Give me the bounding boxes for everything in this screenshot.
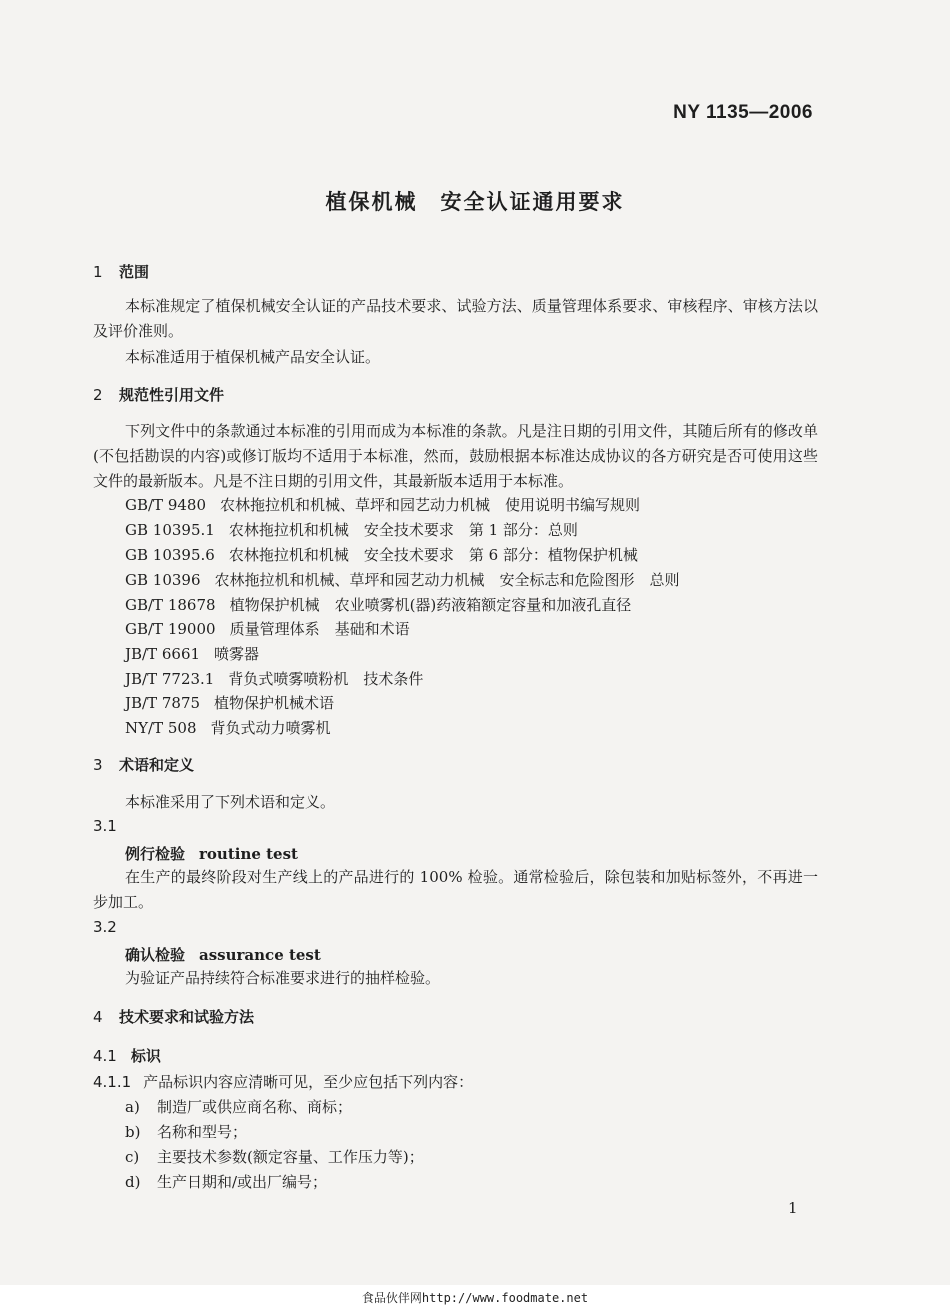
reference-title: 农林拖拉机和机械、草坪和园艺动力机械 使用说明书编写规则 xyxy=(220,496,641,514)
reference-item xyxy=(125,717,331,738)
section-3-heading xyxy=(93,754,194,775)
reference-item xyxy=(125,618,410,639)
reference-title: 质量管理体系 基础和术语 xyxy=(229,620,410,638)
subsection-number: 4.1 xyxy=(93,1047,117,1065)
list-text: 名称和型号； xyxy=(157,1123,248,1141)
clause xyxy=(93,1071,473,1092)
reference-title: 植物保护机械术语 xyxy=(214,694,335,712)
list-text: 主要技术参数(额定容量、工作压力等)； xyxy=(157,1148,424,1166)
section-number: 2 xyxy=(93,386,103,404)
term-definition: 为验证产品持续符合标准要求进行的抽样检验。 xyxy=(125,969,441,987)
list-text: 制造厂或供应商名称、商标； xyxy=(157,1098,353,1116)
list-marker: b) xyxy=(125,1123,141,1141)
reference-item xyxy=(125,668,423,689)
document-title: 植保机械 安全认证通用要求 xyxy=(325,190,625,214)
reference-item xyxy=(125,643,259,664)
list-item xyxy=(125,1096,352,1117)
reference-code: GB/T 18678 xyxy=(125,596,216,614)
reference-title: 背负式动力喷雾机 xyxy=(210,719,331,737)
reference-title: 植物保护机械 农业喷雾机(器)药液箱额定容量和加液孔直径 xyxy=(229,596,632,614)
reference-code: GB 10395.1 xyxy=(125,521,215,539)
reference-title: 农林拖拉机和机械 安全技术要求 第 6 部分：植物保护机械 xyxy=(228,546,638,564)
list-marker: c) xyxy=(125,1148,140,1166)
reference-title: 农林拖拉机和机械、草坪和园艺动力机械 安全标志和危险图形 总则 xyxy=(214,571,680,589)
term-english: routine test xyxy=(199,845,298,863)
section-title: 术语和定义 xyxy=(119,756,195,774)
section-4-heading xyxy=(93,1006,254,1027)
section-number: 4 xyxy=(93,1008,103,1026)
section-3-intro: 本标准采用了下列术语和定义。 xyxy=(125,793,336,811)
reference-item xyxy=(125,494,640,515)
term-heading xyxy=(125,944,321,965)
subsection-heading xyxy=(93,1045,161,1066)
reference-title: 喷雾器 xyxy=(214,645,260,663)
section-number: 3 xyxy=(93,756,103,774)
list-marker: a) xyxy=(125,1098,140,1116)
footer-watermark: 食品伙伴网http://www.foodmate.net xyxy=(361,1291,589,1305)
reference-code: NY/T 508 xyxy=(125,719,197,737)
reference-code: GB 10396 xyxy=(125,571,201,589)
section-number: 1 xyxy=(93,263,103,281)
term-english: assurance test xyxy=(199,946,321,964)
section-title: 范围 xyxy=(119,263,150,281)
list-item xyxy=(125,1146,424,1167)
reference-item xyxy=(125,519,578,540)
list-item xyxy=(125,1171,327,1192)
page-number: 1 xyxy=(788,1199,798,1217)
section-title: 技术要求和试验方法 xyxy=(119,1008,255,1026)
subsection-title: 标识 xyxy=(130,1047,161,1065)
reference-code: GB/T 19000 xyxy=(125,620,216,638)
term-chinese: 确认检验 xyxy=(125,946,186,964)
section-1-paragraph-1: 本标准规定了植保机械安全认证的产品技术要求、试验方法、质量管理体系要求、审核程序、审核方法以及评价准则。 xyxy=(93,297,818,340)
section-1-paragraph-2: 本标准适用于植保机械产品安全认证。 xyxy=(125,348,381,366)
term-heading xyxy=(125,843,298,864)
list-text: 生产日期和/或出厂编号； xyxy=(157,1173,328,1191)
reference-code: GB 10395.6 xyxy=(125,546,215,564)
term-number: 3.1 xyxy=(93,817,117,835)
term-chinese: 例行检验 xyxy=(125,845,186,863)
term-number: 3.2 xyxy=(93,918,117,936)
reference-title: 背负式喷雾喷粉机 技术条件 xyxy=(228,670,424,688)
section-2-heading xyxy=(93,384,224,405)
reference-title: 农林拖拉机和机械 安全技术要求 第 1 部分：总则 xyxy=(228,521,578,539)
reference-code: JB/T 7875 xyxy=(125,694,201,712)
reference-code: JB/T 7723.1 xyxy=(125,670,215,688)
clause-number: 4.1.1 xyxy=(93,1073,132,1091)
reference-item xyxy=(125,569,680,590)
reference-code: GB/T 9480 xyxy=(125,496,207,514)
clause-text: 产品标识内容应清晰可见，至少应包括下列内容： xyxy=(143,1073,474,1091)
document-code: NY 1135—2006 xyxy=(673,102,813,123)
reference-item xyxy=(125,692,334,713)
reference-item xyxy=(125,544,638,565)
section-2-paragraph-1: 下列文件中的条款通过本标准的引用而成为本标准的条款。凡是注日期的引用文件，其随后所有的修改单(不包括勘误的内容)或修订版均不适用于本标准，然而，鼓励根据本标准达成协议的各方研究是否可使用这些文件的最新版本。凡是不注日期的引用文件，其最新版本适用于本标准。 xyxy=(93,422,818,490)
list-marker: d) xyxy=(125,1173,141,1191)
list-item xyxy=(125,1121,247,1142)
reference-item xyxy=(125,594,631,615)
section-title: 规范性引用文件 xyxy=(119,386,225,404)
reference-code: JB/T 6661 xyxy=(125,645,201,663)
section-1-heading xyxy=(93,261,149,282)
term-definition: 在生产的最终阶段对生产线上的产品进行的 100% 检验。通常检验后，除包装和加贴标签外，不再进一步加工。 xyxy=(93,868,818,911)
